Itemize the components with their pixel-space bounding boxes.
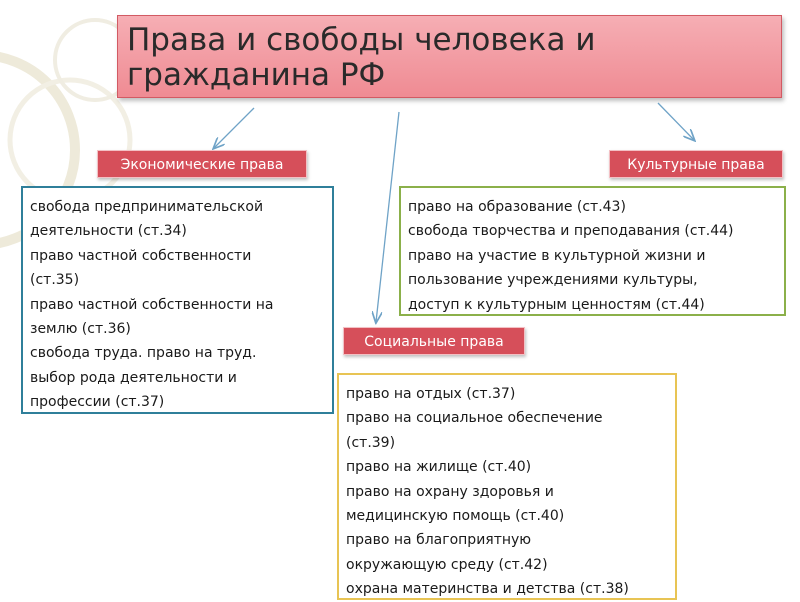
title-line-1: Права и свободы человека и xyxy=(127,22,596,58)
list-item: свобода творчества и преподавания (ст.44) xyxy=(408,223,734,240)
economic-rights-label: Экономические права xyxy=(97,150,307,178)
list-item: выбор рода деятельности и xyxy=(30,369,237,386)
list-item: право на жилище (ст.40) xyxy=(346,459,532,476)
list-item: право на отдых (ст.37) xyxy=(346,386,516,402)
list-item: охрана материнства и детства (ст.38) xyxy=(346,581,629,598)
social-rights-label: Социальные права xyxy=(343,327,525,355)
cultural-rights-label: Культурные права xyxy=(609,150,783,178)
list-item: право частной собственности xyxy=(30,247,252,264)
list-item: свобода предпринимательской xyxy=(30,199,264,215)
arrow-to-cultural xyxy=(658,103,694,140)
list-item: (ст.39) xyxy=(346,434,396,451)
list-item: право на участие в культурной жизни и xyxy=(408,247,706,264)
title-line-2: гражданина РФ xyxy=(127,57,386,93)
list-item: пользование учреждениями культуры, xyxy=(408,272,698,289)
list-item: доступ к культурным ценностям (ст.44) xyxy=(408,296,705,313)
list-item: землю (ст.36) xyxy=(30,321,131,338)
arrow-to-social xyxy=(376,112,399,322)
list-item: окружающую среду (ст.42) xyxy=(346,556,548,573)
list-item: (ст.35) xyxy=(30,272,80,289)
list-item: право на благоприятную xyxy=(346,532,532,549)
list-item: профессии (ст.37) xyxy=(30,394,165,411)
list-item: свобода труда. право на труд. xyxy=(30,345,257,362)
cultural-rights-box xyxy=(399,186,786,316)
list-item: медицинскую помощь (ст.40) xyxy=(346,508,565,525)
social-rights-box xyxy=(337,373,677,600)
list-item: право на социальное обеспечение xyxy=(346,410,603,427)
list-item: деятельности (ст.34) xyxy=(30,223,187,240)
economic-rights-box xyxy=(21,186,334,414)
arrow-to-economic xyxy=(214,108,254,148)
list-item: право частной собственности на xyxy=(30,296,274,313)
list-item: право на образование (ст.43) xyxy=(408,199,626,215)
list-item: право на охрану здоровья и xyxy=(346,483,554,500)
